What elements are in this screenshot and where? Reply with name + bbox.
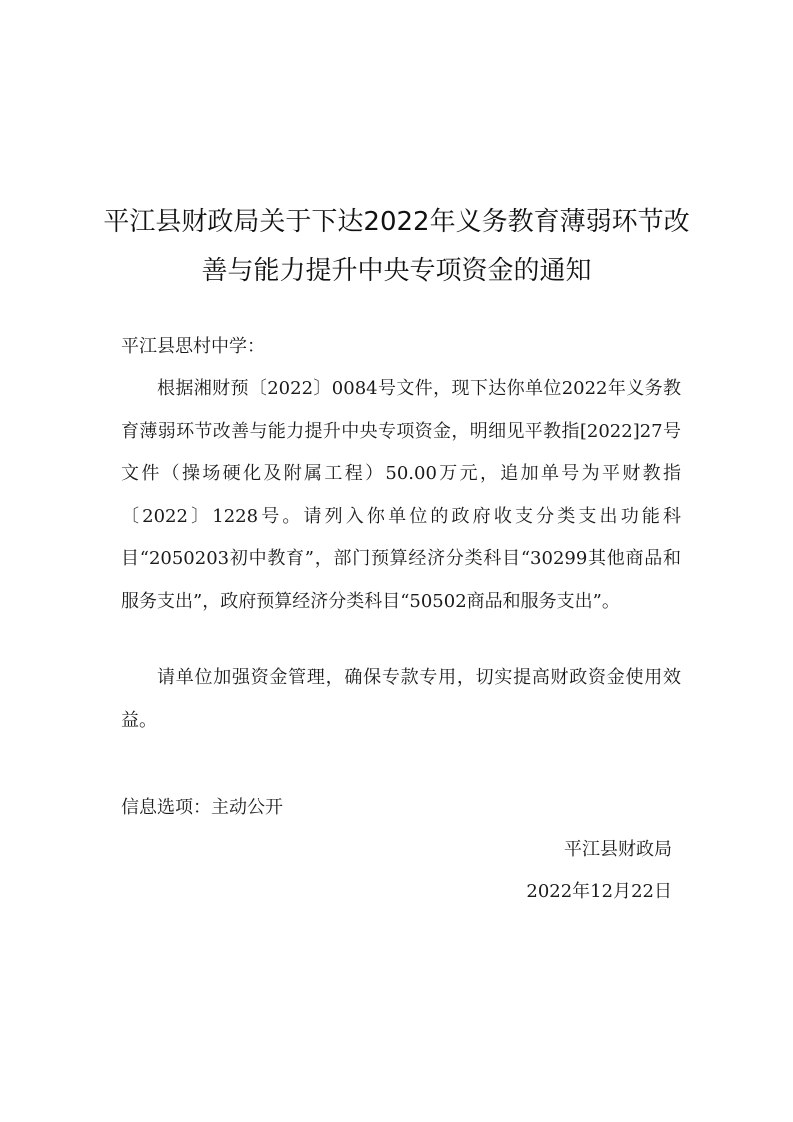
document-title-line-2: 善与能力提升中央专项资金的通知 (201, 256, 592, 286)
document-title-line-1: 平江县财政局关于下达2022年义务教育薄弱环节改 (103, 207, 690, 237)
issuer-signature: 平江县财政局 (564, 839, 672, 860)
info-disclosure-option: 信息选项：主动公开 (121, 797, 283, 818)
issue-date: 2022年12月22日 (526, 881, 672, 902)
addressee: 平江县思村中学： (121, 336, 265, 357)
body-paragraph-1: 根据湘财预〔2022〕0084号文件，现下达你单位2022年义务教育薄弱环节改善与能力提升中央专项资金，明细见平教指[2022]27号文件（操场硬化及附属工程）50.00万元，追加单号为平财教指〔2022〕1228号。请列入你单位的政府收支分类支出功能科目“2050203初中教育”，部门预算经济分类科目“30299其他商品和服务支出”，政府预算经济分类科目“50502商品和服务支出”。 (121, 378, 681, 612)
body-paragraph-2: 请单位加强资金管理，确保专款专用，切实提高财政资金使用效益。 (121, 667, 681, 731)
